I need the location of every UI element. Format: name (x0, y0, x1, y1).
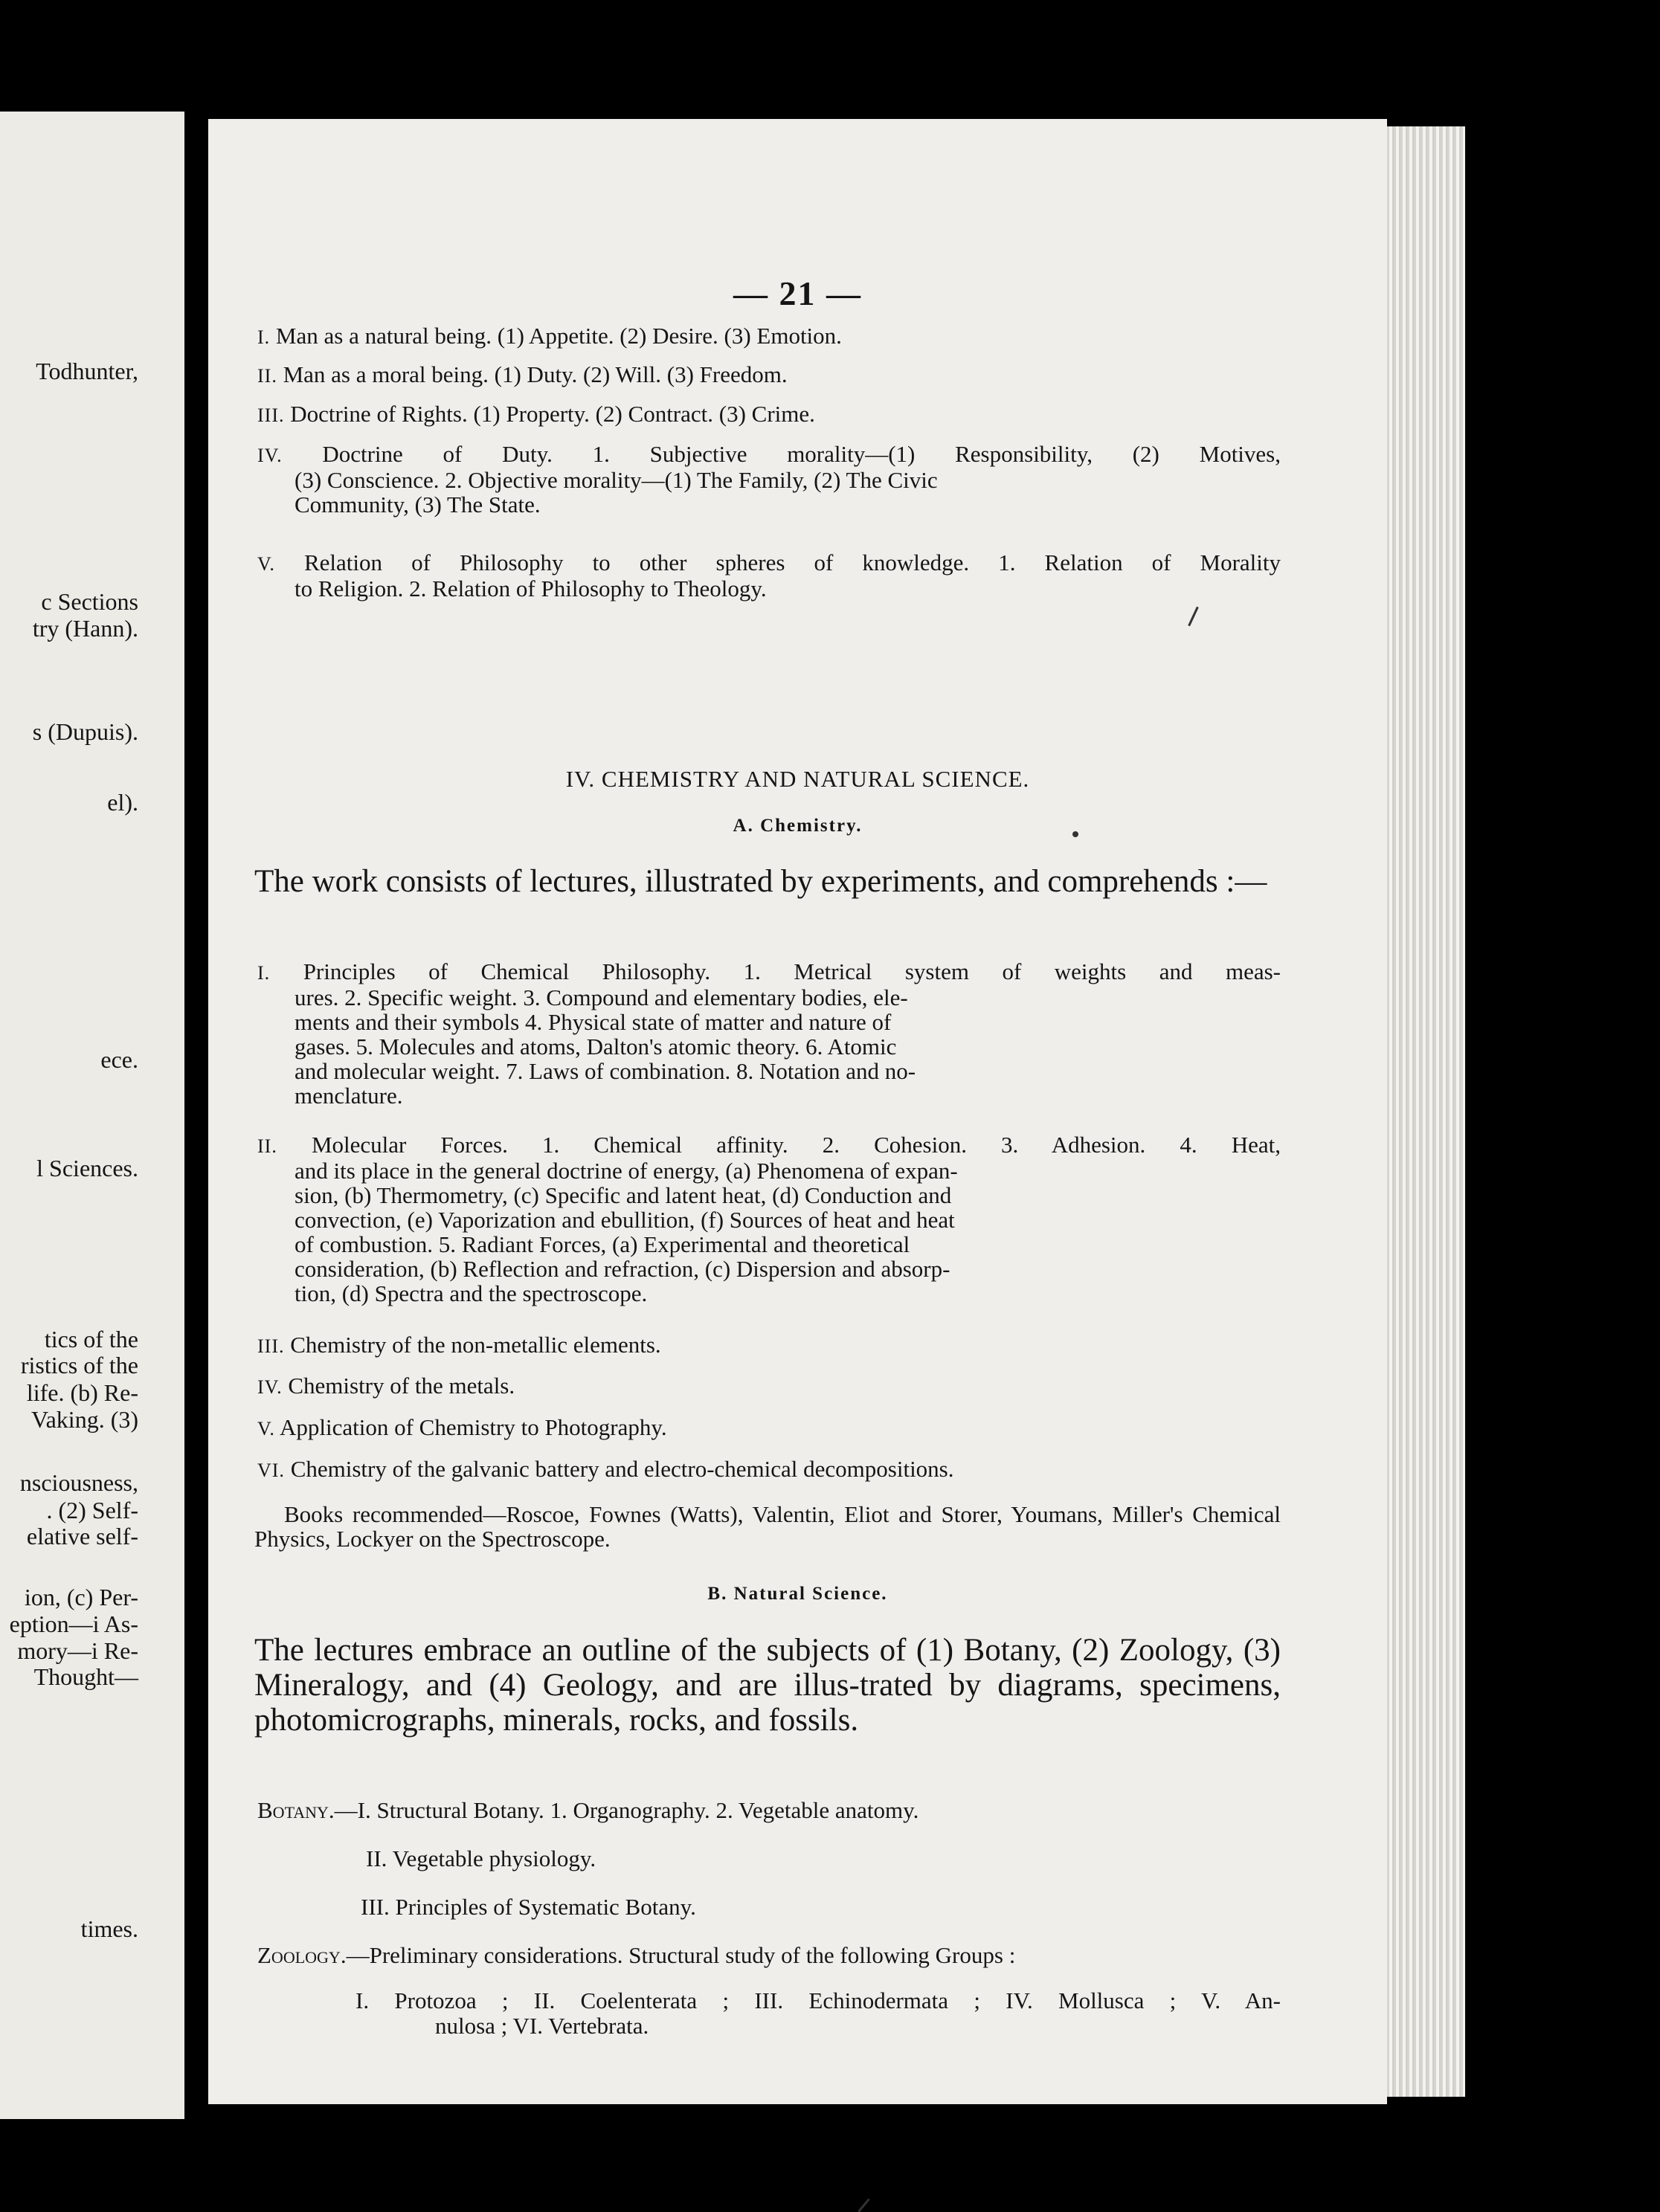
item-number: I. (257, 326, 271, 348)
zoology-text: —Preliminary considerations. Structural study of the following Groups : (346, 1942, 1016, 1968)
item-continuation: convection, (e) Vaporization and ebullition, (f) Sources of heat and heat (295, 1207, 955, 1233)
left-fragment: el). (107, 789, 138, 816)
item-text: Man as a natural being. (1) Appetite. (2) Desire. (3) Emotion. (275, 323, 842, 349)
zoology-label: Zoology. (257, 1942, 347, 1968)
zoology-line (257, 1943, 1281, 1967)
item-continuation: and molecular weight. 7. Laws of combination. 8. Notation and no- (295, 1058, 916, 1084)
item-continuation: and its place in the general doctrine of energy, (a) Phenomena of expan- (295, 1158, 958, 1184)
item-number: V. (257, 553, 275, 575)
left-fragment: tics of the (44, 1326, 138, 1352)
left-facing-page (0, 112, 184, 2119)
chemistry-heading: A. Chemistry. (733, 816, 863, 836)
left-fragment: elative self- (26, 1523, 138, 1550)
botany-text: —I. Structural Botany. 1. Organography. 2. Vegetable anatomy. (334, 1797, 919, 1823)
item-continuation: of combustion. 5. Radiant Forces, (a) Experimental and theoretical (295, 1231, 910, 1257)
left-fragment: c Sections (41, 588, 138, 615)
chemistry-item (257, 1332, 1281, 1358)
item-number: VI. (257, 1460, 285, 1481)
item-continuation: tion, (d) Spectra and the spectroscope. (295, 1280, 648, 1306)
item-continuation: to Religion. 2. Relation of Philosophy to Theology. (295, 575, 767, 602)
natural-science-heading: B. Natural Science. (707, 1584, 888, 1604)
item-continuation: ures. 2. Specific weight. 3. Compound and elementary bodies, ele- (295, 984, 908, 1010)
item-continuation: ments and their symbols 4. Physical state of matter and nature of (295, 1009, 892, 1035)
left-fragment: life. (b) Re- (26, 1379, 138, 1406)
botany-line (257, 1798, 1281, 1822)
item-number: V. (257, 1418, 275, 1439)
item-number: I. (257, 962, 271, 984)
botany-subitem: II. Vegetable physiology. (366, 1845, 596, 1871)
zoology-groups: I. Protozoa ; II. Coelenterata ; III. Echinodermata ; IV. Mollusca ; V. An- (356, 1987, 1281, 2013)
item-number: II. (257, 365, 277, 387)
left-fragment: ion, (c) Per- (24, 1584, 138, 1610)
item-number: II. (257, 1135, 277, 1157)
item-number: III. (257, 1335, 285, 1357)
item-continuation: menclature. (295, 1083, 403, 1109)
stray-mark (1188, 607, 1199, 627)
item-continuation: Community, (3) The State. (295, 491, 541, 517)
section-heading: IV. CHEMISTRY AND NATURAL SCIENCE. (565, 766, 1030, 792)
left-fragment: Todhunter, (36, 358, 138, 384)
left-fragment: . (2) Self- (46, 1497, 138, 1523)
item-text: Relation of Philosophy to other spheres of knowledge. 1. Relation of Morality (304, 549, 1281, 575)
natural-science-lead-paragraph: The lectures embrace an outline of the subjects of (1) Botany, (2) Zoology, (3) Mineralogy, and (4) Geology, and are illus-trated by diagrams, specimens, photomicrographs, minerals, rocks, and fossils. (254, 1633, 1281, 1738)
philosophy-item (257, 362, 1281, 388)
item-number: IV. (257, 1376, 283, 1398)
philosophy-item (257, 442, 1281, 517)
item-continuation: gases. 5. Molecules and atoms, Dalton's atomic theory. 6. Atomic (295, 1034, 897, 1060)
left-fragment: eption—i As- (9, 1610, 138, 1637)
item-text: Doctrine of Duty. 1. Subjective morality—(1) Responsibility, (2) Motives, (322, 441, 1281, 467)
item-number: III. (257, 404, 285, 426)
page-number: — 21 — (733, 274, 862, 312)
item-text: Man as a moral being. (1) Duty. (2) Will. (3) Freedom. (283, 361, 788, 387)
left-fragment: s (Dupuis). (32, 718, 138, 745)
philosophy-item (257, 550, 1281, 601)
chemistry-item (257, 1373, 1281, 1399)
left-fragment: mory—i Re- (17, 1637, 138, 1664)
left-fragment: ristics of the (20, 1352, 138, 1379)
item-continuation: consideration, (b) Reflection and refraction, (c) Dispersion and absorp- (295, 1256, 950, 1282)
item-text: Chemistry of the metals. (288, 1373, 515, 1399)
item-text: Application of Chemistry to Photography. (279, 1414, 667, 1440)
item-continuation: (3) Conscience. 2. Objective morality—(1) The Family, (2) The Civic (295, 467, 938, 493)
philosophy-item (257, 402, 1281, 428)
left-fragment: nsciousness, (19, 1469, 138, 1496)
item-continuation: sion, (b) Thermometry, (c) Specific and latent heat, (d) Conduction and (295, 1182, 952, 1208)
item-number: IV. (257, 445, 283, 466)
chemistry-item (257, 1132, 1281, 1306)
item-text: Chemistry of the non-metallic elements. (290, 1332, 661, 1358)
philosophy-item (257, 323, 1281, 349)
left-fragment: l Sciences. (36, 1155, 138, 1181)
main-page (208, 119, 1387, 2104)
botany-label: Botany. (257, 1797, 335, 1823)
item-text: Doctrine of Rights. (1) Property. (2) Contract. (3) Crime. (290, 401, 815, 427)
chemistry-item (257, 1457, 1281, 1483)
left-fragment: try (Hann). (32, 615, 138, 642)
item-text: Chemistry of the galvanic battery and electro-chemical decompositions. (290, 1456, 954, 1482)
item-text: Molecular Forces. 1. Chemical affinity. 2. Cohesion. 3. Adhesion. 4. Heat, (311, 1132, 1281, 1158)
botany-subitem: III. Principles of Systematic Botany. (361, 1894, 696, 1920)
left-fragment: Vaking. (3) (31, 1406, 138, 1433)
page-edges (1387, 126, 1465, 2097)
chemistry-item (257, 1415, 1281, 1441)
left-fragment: ece. (100, 1046, 138, 1073)
chemistry-item (257, 959, 1281, 1108)
stray-mark (858, 2199, 869, 2212)
stray-dot (1072, 831, 1078, 837)
item-text: Principles of Chemical Philosophy. 1. Metrical system of weights and meas- (303, 958, 1281, 984)
left-fragment: Thought— (33, 1663, 138, 1690)
left-fragment: times. (80, 1915, 138, 1942)
books-recommended: Books recommended—Roscoe, Fownes (Watts), Valentin, Eliot and Storer, Youmans, Miller's Chemical Physics, Lockyer on the Spectroscope. (254, 1501, 1281, 1552)
zoology-groups-continued: nulosa ; VI. Vertebrata. (435, 2013, 649, 2039)
chemistry-lead-paragraph: The work consists of lectures, illustrated by experiments, and comprehends :— (254, 864, 1267, 899)
